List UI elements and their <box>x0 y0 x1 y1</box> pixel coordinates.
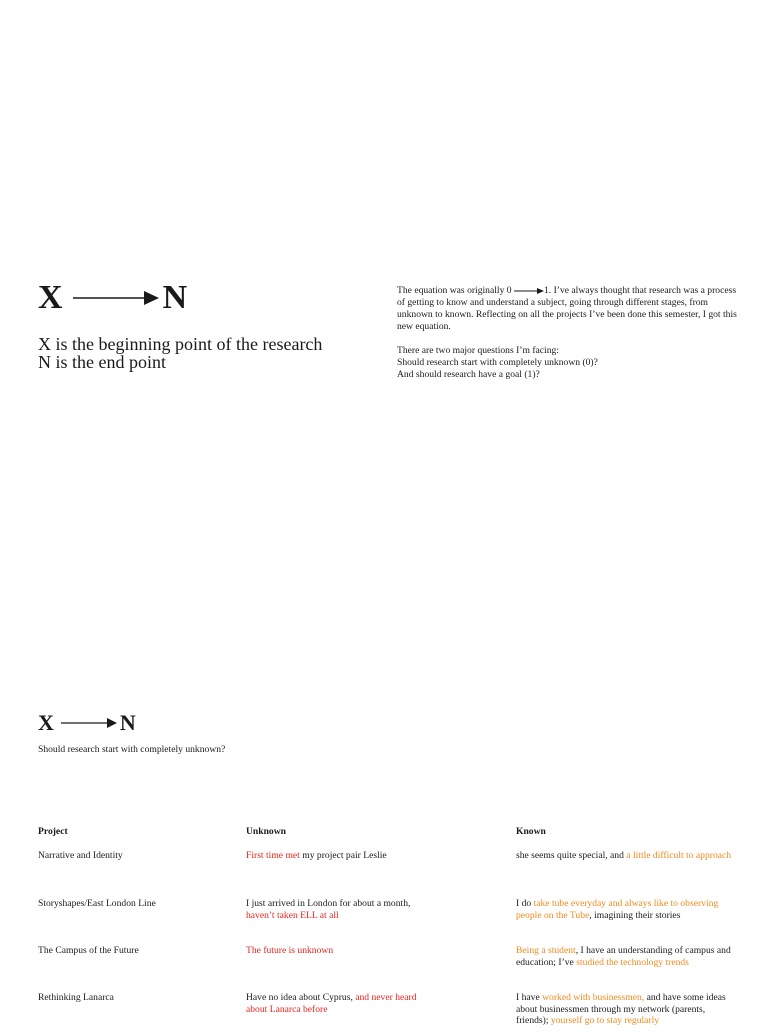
project-name: Rethinking Lanarca <box>38 992 114 1003</box>
known-text: and have some ideas about businessmen through my network (parents, friends); <box>516 992 726 1026</box>
known-text: , imagining their stories <box>589 909 681 921</box>
known-cell <box>516 898 738 921</box>
unknown-text: my project pair Leslie <box>299 850 387 861</box>
table-header-row <box>38 826 738 850</box>
header-project: Project <box>38 826 68 837</box>
known-highlight: Being a student <box>516 945 576 956</box>
known-highlight: a little difficult to approach <box>626 850 732 861</box>
equation-large <box>38 278 187 318</box>
known-highlight: take tube everyday and always like to observing people on the Tube <box>516 898 719 921</box>
unknown-highlight: and never heard about Lanarca before <box>246 992 417 1015</box>
known-text: I have <box>516 992 543 1003</box>
header-known: Known <box>516 826 546 837</box>
right-arrow-icon <box>73 291 159 305</box>
project-table <box>38 826 738 1032</box>
intro-paragraph <box>397 285 737 381</box>
equation-end-var: N <box>162 279 188 316</box>
unknown-text: Have no idea about Cyprus, <box>246 992 356 1003</box>
questions-intro: There are two major questions I’m facing: <box>397 345 559 356</box>
known-text: she seems quite special, and <box>516 850 627 861</box>
equation-start-var: X <box>38 279 63 316</box>
table-row <box>38 992 738 1032</box>
section-question: Should research start with completely unknown? <box>38 744 226 755</box>
unknown-cell <box>246 898 436 921</box>
known-cell <box>516 945 738 968</box>
table-row <box>38 945 738 992</box>
intro-text <box>397 285 737 333</box>
unknown-text: I just arrived in London for about a month, <box>246 898 411 909</box>
table-row <box>38 898 738 945</box>
header-unknown: Unknown <box>246 826 286 837</box>
unknown-highlight: First time met <box>246 850 300 861</box>
table-row <box>38 850 738 898</box>
intro-text-end: 1. I’ve always thought that research was a process of getting to know and understand a subject, going through different stages, from unknown to known. Reflecting on all the projects I’ve been done this semester, I got this new equation. <box>397 285 737 332</box>
equation-small <box>38 710 136 736</box>
equation-small-end-var: N <box>119 710 136 735</box>
unknown-cell <box>246 992 436 1015</box>
equation-definitions <box>38 335 322 371</box>
equation-small-start-var: X <box>38 710 54 735</box>
unknown-highlight: The future is unknown <box>246 945 334 956</box>
unknown-cell <box>246 945 436 957</box>
question-1: Should research start with completely unknown (0)? <box>397 357 598 368</box>
definition-n: N is the end point <box>38 352 166 372</box>
known-cell <box>516 992 738 1027</box>
question-2: And should research have a goal (1)? <box>397 369 540 380</box>
right-arrow-icon <box>61 718 117 728</box>
known-text: I do <box>516 898 534 909</box>
unknown-highlight: haven’t taken ELL at all <box>246 909 339 921</box>
inline-arrow-icon <box>514 287 544 295</box>
intro-text-start: The equation was originally 0 <box>397 285 512 296</box>
known-text: , I have an understanding of campus and education; I’ve <box>516 945 731 968</box>
project-name: The Campus of the Future <box>38 945 139 956</box>
project-name: Narrative and Identity <box>38 850 123 861</box>
known-highlight: worked with businessmen, <box>542 992 645 1003</box>
project-name: Storyshapes/East London Line <box>38 898 156 909</box>
known-highlight: studied the technology trends <box>576 956 689 968</box>
known-highlight: yourself go to stay regularly <box>550 1015 660 1026</box>
definition-x: X is the beginning point of the research <box>38 334 323 354</box>
unknown-cell <box>246 850 436 862</box>
known-cell <box>516 850 738 862</box>
